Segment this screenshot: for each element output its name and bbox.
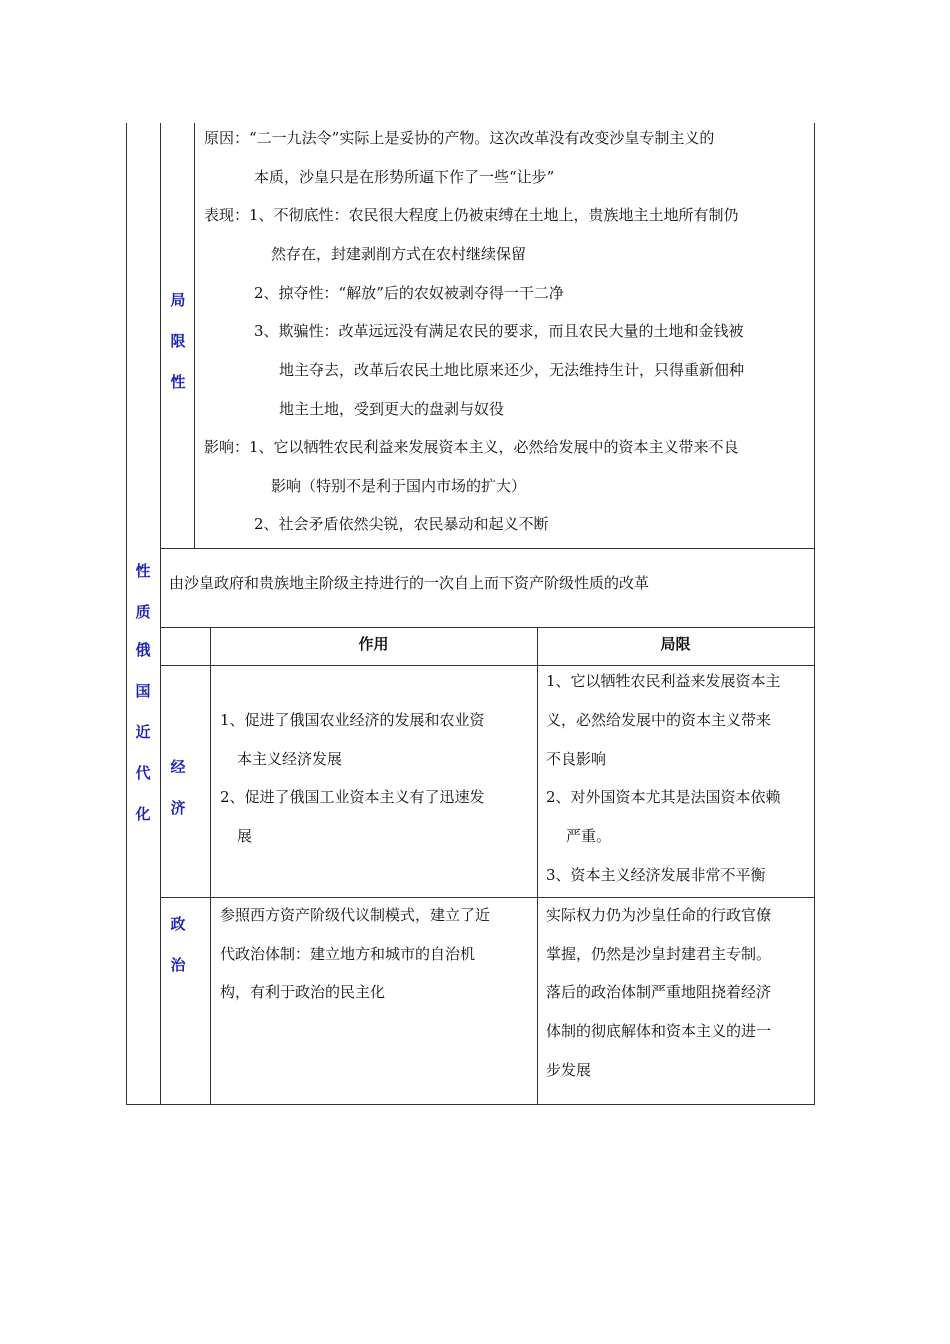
- label-char: 经: [170, 758, 186, 776]
- economy-effect-line: 1、促进了俄国农业经济的发展和农业资: [220, 711, 485, 729]
- modernization-label: [128, 630, 158, 835]
- economy-limit-line: 义，必然给发展中的资本主义带来: [546, 711, 772, 729]
- limitations-line: 影响：1、它以牺牲农民利益来发展资本主义，必然给发展中的资本主义带来不良: [204, 438, 739, 456]
- label-char: 性: [170, 373, 186, 391]
- politics-effect-line: 构，有利于政治的民主化: [220, 983, 386, 1001]
- nature-label: [128, 551, 158, 633]
- politics-limit-line: 实际权力仍为沙皇任命的行政官僚: [546, 906, 772, 924]
- economy-effect-line: 展: [237, 827, 253, 845]
- label-char: 限: [170, 332, 186, 350]
- limitations-line: 地主夺去，改革后农民土地比原来还少，无法维持生计，只得重新佃种: [279, 361, 745, 379]
- limitations-line: 原因：“二一九法令”实际上是妥协的产物。这次改革没有改变沙皇专制主义的: [204, 129, 715, 147]
- politics-limit-line: 体制的彻底解体和资本主义的进一: [546, 1022, 772, 1040]
- economy-limit-line: 不良影响: [546, 750, 607, 768]
- politics-limit-line: 落后的政治体制严重地阻挠着经济: [546, 983, 772, 1001]
- label-char: 质: [135, 603, 151, 621]
- politics-label: [163, 904, 193, 986]
- limitations-line: 2、社会矛盾依然尖锐，农民暴动和起义不断: [254, 515, 549, 533]
- economy-limit-line: 3、资本主义经济发展非常不平衡: [546, 866, 766, 884]
- limitations-line: 表现：1、不彻底性：农民很大程度上仍被束缚在土地上，贵族地主土地所有制仍: [204, 206, 739, 224]
- label-char: 治: [170, 956, 186, 974]
- politics-limit-line: 掌握，仍然是沙皇封建君主专制。: [546, 945, 772, 963]
- label-char: 近: [135, 723, 151, 741]
- politics-effect-line: 代政治体制：建立地方和城市的自治机: [220, 945, 476, 963]
- nature-text: 由沙皇政府和贵族地主阶级主持进行的一次自上而下资产阶级性质的改革: [169, 574, 650, 592]
- label-char: 局: [170, 291, 186, 309]
- column-header-limit: 局限: [660, 635, 691, 653]
- economy-limit-line: 2、对外国资本尤其是法国资本依赖: [546, 788, 781, 806]
- column-header-effect: 作用: [358, 635, 389, 653]
- limitations-line: 地主土地，受到更大的盘剥与奴役: [279, 400, 505, 418]
- economy-effect-line: 本主义经济发展: [237, 750, 343, 768]
- label-char: 政: [170, 915, 186, 933]
- economy-effect-line: 2、促进了俄国工业资本主义有了迅速发: [220, 788, 485, 806]
- politics-limit-line: 步发展: [546, 1061, 592, 1079]
- limitations-line: 本质，沙皇只是在形势所逼下作了一些“让步”: [254, 168, 555, 186]
- label-char: 化: [135, 805, 151, 823]
- economy-limit-line: 1、它以牺牲农民利益来发展资本主: [546, 672, 781, 690]
- economy-limit-line: 严重。: [566, 827, 612, 845]
- politics-effect-line: 参照西方资产阶级代议制模式，建立了近: [220, 906, 491, 924]
- label-char: 俄: [135, 641, 151, 659]
- label-char: 性: [135, 562, 151, 580]
- label-char: 代: [135, 764, 151, 782]
- limitations-line: 然存在，封建剥削方式在农村继续保留: [271, 245, 527, 263]
- economy-label: [163, 747, 193, 829]
- limitations-line: 2、掠夺性：“解放”后的农奴被剥夺得一干二净: [254, 284, 564, 302]
- limitations-label: [163, 280, 193, 403]
- limitations-line: 3、欺骗性：改革远远没有满足农民的要求，而且农民大量的土地和金钱被: [254, 322, 744, 340]
- label-char: 国: [135, 682, 151, 700]
- limitations-line: 影响（特别不是利于国内市场的扩大）: [271, 477, 527, 495]
- label-char: 济: [170, 799, 186, 817]
